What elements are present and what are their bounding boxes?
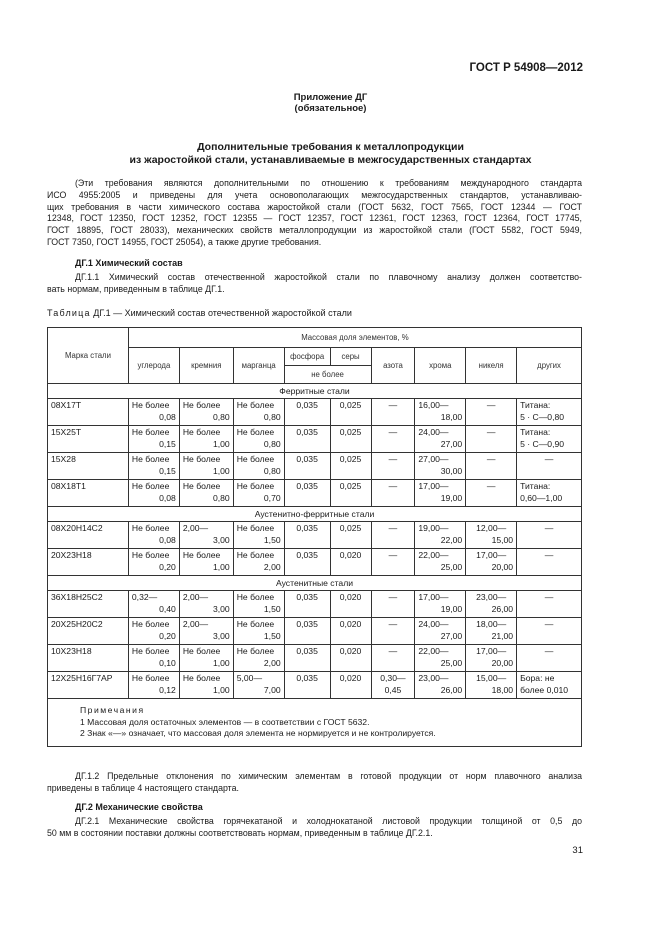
cell-line: Не более: [131, 523, 170, 533]
cell-line: 23,00—: [476, 592, 507, 602]
page-number: 31: [572, 845, 583, 856]
cell-line: 2,00—: [182, 523, 209, 533]
header-nickel: никеля: [466, 348, 517, 384]
header-mass-fraction: Массовая доля элементов, %: [128, 328, 581, 348]
cell-line: —: [544, 550, 554, 560]
cell-line: 17,00—: [418, 481, 449, 491]
cell-phosphorus: 0,035: [284, 399, 330, 426]
cell-line: Не более: [236, 550, 275, 560]
cell-line: 0,32—: [131, 592, 158, 602]
note-item: 1 Массовая доля остаточных элементов — в соответствии с ГОСТ 5632.: [80, 716, 370, 727]
cell-chromium: [415, 480, 466, 507]
cell-line: 3,00: [212, 630, 230, 641]
cell-grade: 08Х17Т: [48, 399, 129, 426]
cell-line: 2,00—: [182, 619, 209, 629]
cell-phosphorus: 0,035: [284, 480, 330, 507]
table-row: [48, 645, 582, 672]
cell-line: 0,80: [212, 411, 230, 422]
group-heading: Аустенитно-ферритные стали: [48, 507, 582, 522]
cell-line: 0,80: [263, 438, 281, 449]
cell-line: Не более: [131, 619, 170, 629]
paragraph-dg-2-1: [47, 816, 582, 840]
cell-manganese: [233, 672, 284, 699]
cell-line: более 0,010: [520, 684, 569, 695]
cell-chromium: [415, 672, 466, 699]
cell-manganese: [233, 549, 284, 576]
cell-other: [517, 591, 582, 618]
cell-silicon: [179, 672, 233, 699]
cell-line: 1,50: [263, 630, 281, 641]
cell-line: 17,00—: [418, 592, 449, 602]
cell-line: 0,15: [159, 438, 176, 449]
cell-phosphorus: 0,035: [284, 672, 330, 699]
cell-chromium: [415, 522, 466, 549]
cell-chromium: [415, 399, 466, 426]
cell-line: 0,45: [384, 684, 402, 695]
cell-silicon: [179, 618, 233, 645]
cell-silicon: [179, 480, 233, 507]
cell-line: 25,00: [440, 657, 463, 668]
cell-chromium: [415, 426, 466, 453]
cell-line: —: [544, 592, 554, 602]
cell-nitrogen: —: [371, 426, 415, 453]
cell-line: Бора: не: [520, 673, 555, 683]
cell-line: 27,00—: [418, 454, 449, 464]
cell-sulfur: 0,020: [330, 672, 371, 699]
cell-nickel: —: [466, 480, 517, 507]
cell-grade: 12Х25Н16Г7АР: [48, 672, 129, 699]
cell-sulfur: 0,020: [330, 549, 371, 576]
cell-chromium: [415, 618, 466, 645]
cell-line: 7,00: [263, 684, 281, 695]
cell-silicon: [179, 453, 233, 480]
header-nitrogen: азота: [371, 348, 415, 384]
cell-line: 25,00: [440, 561, 463, 572]
cell-line: 0,60—1,00: [520, 492, 563, 503]
cell-sulfur: 0,025: [330, 426, 371, 453]
paragraph-line: ДГ.1.1 Химический состав отечественной жаростойкой стали по плавочному анализу должен соответство-: [75, 272, 582, 282]
note-item: 2 Знак «—» означает, что массовая доля элемента не нормируется и не контролируется.: [80, 728, 436, 738]
cell-sulfur: 0,025: [330, 399, 371, 426]
cell-line: Не более: [131, 481, 170, 491]
cell-carbon: [128, 522, 179, 549]
cell-line: Не более: [131, 400, 170, 410]
cell-line: 0,20: [159, 630, 176, 641]
cell-line: 22,00—: [418, 646, 449, 656]
cell-line: 19,00—: [418, 523, 449, 533]
cell-phosphorus: 0,035: [284, 453, 330, 480]
header-not-more: не более: [284, 366, 371, 384]
cell-other: [517, 399, 582, 426]
cell-line: Не более: [182, 427, 221, 437]
cell-nickel: —: [466, 453, 517, 480]
cell-manganese: [233, 399, 284, 426]
cell-line: 0,20: [159, 561, 176, 572]
cell-line: Не более: [131, 427, 170, 437]
cell-carbon: [128, 453, 179, 480]
notes-heading: Примечания: [80, 705, 145, 715]
header-carbon: углерода: [128, 348, 179, 384]
chemical-composition-table: [47, 327, 582, 747]
cell-nitrogen: —: [371, 591, 415, 618]
cell-line: 12,00—: [476, 523, 507, 533]
cell-carbon: [128, 591, 179, 618]
cell-line: Не более: [182, 550, 221, 560]
cell-silicon: [179, 522, 233, 549]
cell-phosphorus: 0,035: [284, 591, 330, 618]
cell-manganese: [233, 591, 284, 618]
paragraph-dg-1-2: [47, 771, 582, 795]
cell-chromium: [415, 549, 466, 576]
cell-silicon: [179, 645, 233, 672]
table-row: [48, 522, 582, 549]
group-heading: Аустенитные стали: [48, 576, 582, 591]
cell-line: —: [544, 619, 554, 629]
cell-phosphorus: 0,035: [284, 645, 330, 672]
cell-line: 0,08: [159, 492, 176, 503]
cell-nickel: —: [466, 426, 517, 453]
cell-manganese: [233, 618, 284, 645]
cell-nickel: [466, 618, 517, 645]
cell-line: 22,00: [440, 534, 463, 545]
cell-carbon: [128, 672, 179, 699]
cell-line: 17,00—: [476, 646, 507, 656]
cell-other: [517, 549, 582, 576]
cell-chromium: [415, 591, 466, 618]
intro-line: 12348, ГОСТ 12350, ГОСТ 12352, ГОСТ 12355 — ГОСТ 12357, ГОСТ 12361, ГОСТ 12363, ГОСТ 12364, ГОСТ 17745,: [47, 213, 582, 224]
appendix-title: Приложение ДГ: [293, 92, 368, 103]
cell-nickel: [466, 645, 517, 672]
cell-carbon: [128, 480, 179, 507]
cell-sulfur: 0,020: [330, 591, 371, 618]
cell-grade: 08Х18Т1: [48, 480, 129, 507]
cell-chromium: [415, 645, 466, 672]
header-other: других: [517, 348, 582, 384]
section-heading-mechanical: ДГ.2 Механические свойства: [75, 802, 203, 812]
document-title-line2: из жаростойкой стали, устанавливаемые в межгосударственных стандартах: [129, 154, 532, 166]
cell-line: 1,50: [263, 603, 281, 614]
cell-other: [517, 480, 582, 507]
standard-header: ГОСТ Р 54908—2012: [469, 62, 583, 74]
cell-carbon: [128, 549, 179, 576]
cell-line: Не более: [182, 481, 221, 491]
cell-line: Не более: [182, 454, 221, 464]
cell-line: 19,00: [440, 492, 463, 503]
cell-line: Не более: [131, 646, 170, 656]
cell-nitrogen: —: [371, 399, 415, 426]
cell-carbon: [128, 426, 179, 453]
cell-nitrogen: —: [371, 645, 415, 672]
cell-phosphorus: 0,035: [284, 426, 330, 453]
cell-line: 26,00: [491, 603, 514, 614]
cell-grade: 20Х23Н18: [48, 549, 129, 576]
intro-line: ГОСТ 18895, ГОСТ 28033), механических свойств металлопродукции из жаростойкой стали (ГОСТ 5582, ГОСТ 5949,: [47, 225, 582, 236]
intro-line: ГОСТ 7350, ГОСТ 14955, ГОСТ 25054), а также другие требования.: [47, 236, 322, 247]
cell-other: [517, 426, 582, 453]
cell-line: 2,00: [263, 561, 281, 572]
cell-line: 16,00—: [418, 400, 449, 410]
cell-other: [517, 672, 582, 699]
cell-grade: 08Х20Н14С2: [48, 522, 129, 549]
cell-line: 0,12: [159, 684, 176, 695]
section-heading-chemical: ДГ.1 Химический состав: [75, 258, 183, 268]
cell-nitrogen: [371, 672, 415, 699]
cell-line: 5 · С—0,90: [520, 438, 565, 449]
cell-phosphorus: 0,035: [284, 549, 330, 576]
cell-line: 5,00—: [236, 673, 263, 683]
cell-manganese: [233, 426, 284, 453]
cell-manganese: [233, 645, 284, 672]
cell-sulfur: 0,020: [330, 645, 371, 672]
cell-line: 18,00: [440, 411, 463, 422]
cell-line: 24,00—: [418, 427, 449, 437]
cell-line: —: [544, 523, 554, 533]
paragraph-line: ДГ.2.1 Механические свойства горячекатаной и холоднокатаной листовой продукции толщиной от 0,5 до: [75, 816, 582, 826]
paragraph-line: ДГ.1.2 Предельные отклонения по химическим элементам в готовой продукции от норм плавочного анализа: [75, 771, 582, 781]
paragraph-line: приведены в таблице 4 настоящего стандарта.: [47, 782, 239, 793]
cell-line: 17,00—: [476, 550, 507, 560]
cell-line: 24,00—: [418, 619, 449, 629]
header-silicon: кремния: [179, 348, 233, 384]
cell-line: 18,00—: [476, 619, 507, 629]
cell-line: Не более: [236, 592, 275, 602]
table-row: [48, 618, 582, 645]
cell-line: 18,00: [491, 684, 514, 695]
cell-line: 15,00—: [476, 673, 507, 683]
cell-line: 0,80: [212, 492, 230, 503]
cell-phosphorus: 0,035: [284, 618, 330, 645]
cell-line: 21,00: [491, 630, 514, 641]
cell-line: 0,08: [159, 534, 176, 545]
cell-phosphorus: 0,035: [284, 522, 330, 549]
cell-line: 19,00: [440, 603, 463, 614]
cell-nitrogen: —: [371, 480, 415, 507]
cell-manganese: [233, 480, 284, 507]
cell-line: Титана:: [520, 427, 551, 437]
cell-line: Титана:: [520, 481, 551, 491]
cell-line: Не более: [236, 619, 275, 629]
cell-other: [517, 645, 582, 672]
table-caption-text: ДГ.1 — Химический состав отечественной жаростойкой стали: [93, 308, 352, 318]
cell-grade: 10Х23Н18: [48, 645, 129, 672]
cell-line: 23,00—: [418, 673, 449, 683]
table-row: [48, 672, 582, 699]
cell-line: 1,00: [212, 465, 230, 476]
header-chromium: хрома: [415, 348, 466, 384]
cell-nitrogen: —: [371, 522, 415, 549]
cell-grade: 15Х25Т: [48, 426, 129, 453]
cell-line: Титана:: [520, 400, 551, 410]
cell-nickel: —: [466, 399, 517, 426]
cell-line: Не более: [182, 400, 221, 410]
cell-line: 26,00: [440, 684, 463, 695]
cell-line: Не более: [236, 523, 275, 533]
header-manganese: марганца: [233, 348, 284, 384]
cell-manganese: [233, 453, 284, 480]
cell-line: 0,40: [159, 603, 176, 614]
cell-line: Не более: [236, 454, 275, 464]
cell-line: Не более: [236, 646, 275, 656]
cell-line: 15,00: [491, 534, 514, 545]
cell-grade: 20Х25Н20С2: [48, 618, 129, 645]
cell-line: Не более: [236, 427, 275, 437]
table-row: [48, 453, 582, 480]
cell-line: Не более: [182, 673, 221, 683]
header-phosphorus: фосфора: [284, 348, 330, 366]
cell-line: 5 · С—0,80: [520, 411, 565, 422]
group-heading: Ферритные стали: [48, 384, 582, 399]
cell-silicon: [179, 591, 233, 618]
table-notes: [48, 699, 582, 747]
cell-nickel: [466, 522, 517, 549]
cell-line: 27,00: [440, 630, 463, 641]
cell-nickel: [466, 549, 517, 576]
table-row: [48, 399, 582, 426]
cell-line: 30,00: [440, 465, 463, 476]
paragraph-line: вать нормам, приведенным в таблице ДГ.1.: [47, 283, 225, 294]
cell-nitrogen: —: [371, 549, 415, 576]
cell-line: Не более: [182, 646, 221, 656]
cell-nitrogen: —: [371, 453, 415, 480]
header-grade: Марка стали: [48, 328, 129, 384]
table-row: [48, 549, 582, 576]
header-sulfur: серы: [330, 348, 371, 366]
cell-line: 20,00: [491, 561, 514, 572]
cell-nitrogen: —: [371, 618, 415, 645]
intro-line: ИСО 4955:2005 и приведены для учета основополагающих межгосударственных стандартов, устанавливаю-: [47, 189, 582, 200]
cell-manganese: [233, 522, 284, 549]
cell-line: 1,00: [212, 561, 230, 572]
cell-other: [517, 522, 582, 549]
table-caption: [47, 308, 352, 318]
cell-line: 1,00: [212, 438, 230, 449]
intro-line: (Эти требования являются дополнительными по отношению к требованиям международного стандарта: [75, 178, 582, 188]
cell-grade: 15Х28: [48, 453, 129, 480]
cell-silicon: [179, 549, 233, 576]
cell-line: 3,00: [212, 534, 230, 545]
cell-grade: 36Х18Н25С2: [48, 591, 129, 618]
cell-line: 0,30—: [380, 673, 406, 683]
table-row: [48, 426, 582, 453]
cell-line: Не более: [131, 454, 170, 464]
cell-line: 3,00: [212, 603, 230, 614]
intro-paragraph: [47, 178, 582, 249]
cell-nickel: [466, 672, 517, 699]
cell-nickel: [466, 591, 517, 618]
cell-sulfur: 0,025: [330, 480, 371, 507]
cell-line: 1,00: [212, 684, 230, 695]
intro-line: щих требования в части химического состава жаростойкой стали (ГОСТ 5632, ГОСТ 7565, ГОСТ 12344 — ГОСТ: [47, 201, 582, 212]
cell-line: 0,80: [263, 465, 281, 476]
cell-line: 0,15: [159, 465, 176, 476]
cell-line: —: [544, 454, 554, 464]
cell-line: Не более: [236, 400, 275, 410]
cell-line: 2,00—: [182, 592, 209, 602]
cell-line: 2,00: [263, 657, 281, 668]
table-row: [48, 591, 582, 618]
cell-silicon: [179, 399, 233, 426]
cell-line: 0,08: [159, 411, 176, 422]
cell-chromium: [415, 453, 466, 480]
cell-line: 20,00: [491, 657, 514, 668]
cell-line: 0,10: [159, 657, 176, 668]
cell-other: [517, 618, 582, 645]
cell-line: 22,00—: [418, 550, 449, 560]
cell-line: 0,80: [263, 411, 281, 422]
cell-carbon: [128, 645, 179, 672]
document-title-line1: Дополнительные требования к металлопродукции: [197, 141, 464, 153]
cell-line: Не более: [131, 673, 170, 683]
cell-carbon: [128, 618, 179, 645]
cell-line: —: [544, 646, 554, 656]
cell-line: 0,70: [263, 492, 281, 503]
cell-silicon: [179, 426, 233, 453]
cell-line: Не более: [131, 550, 170, 560]
cell-sulfur: 0,020: [330, 618, 371, 645]
cell-sulfur: 0,025: [330, 453, 371, 480]
table-caption-prefix: Таблица: [47, 308, 91, 318]
cell-line: Не более: [236, 481, 275, 491]
cell-carbon: [128, 399, 179, 426]
appendix-status: (обязательное): [294, 103, 367, 114]
cell-other: [517, 453, 582, 480]
paragraph-dg-1-1: [47, 272, 582, 296]
table-row: [48, 480, 582, 507]
cell-line: 27,00: [440, 438, 463, 449]
cell-sulfur: 0,025: [330, 522, 371, 549]
cell-line: 1,50: [263, 534, 281, 545]
paragraph-line: 50 мм в состоянии поставки должны соответствовать нормам, приведенным в таблице ДГ.2.1.: [47, 827, 433, 838]
cell-line: 1,00: [212, 657, 230, 668]
